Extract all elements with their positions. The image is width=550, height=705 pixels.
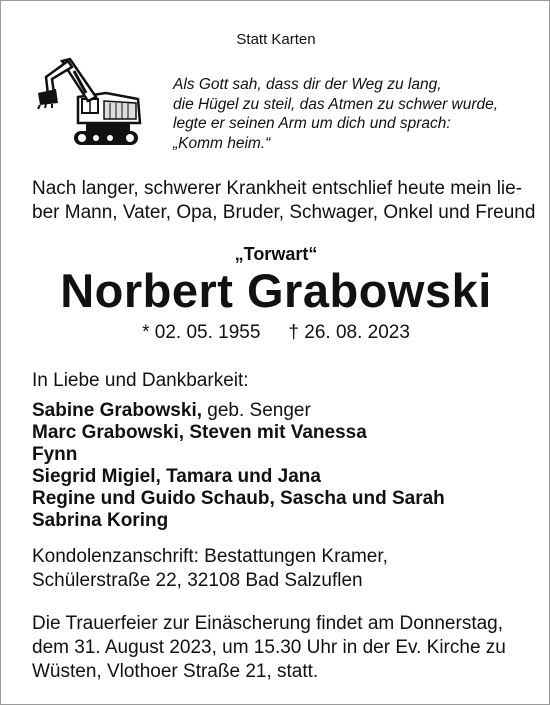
poem-line: Als Gott sah, dass dir der Weg zu lang, xyxy=(173,76,442,93)
condolence-line: Kondolenzanschrift: Bestattungen Kramer, xyxy=(32,546,388,567)
family-line xyxy=(32,400,445,422)
thanks-line: In Liebe und Dankbarkeit: xyxy=(32,370,249,391)
family-line: Marc Grabowski, Steven mit Vanessa xyxy=(32,422,367,443)
condolence-line: Schülerstraße 22, 32108 Bad Salzuflen xyxy=(32,570,363,591)
funeral-line: Wüsten, Vlothoer Straße 21, statt. xyxy=(32,661,319,682)
intro-line: Nach langer, schwerer Krankheit entschlief heute mein lie- xyxy=(32,178,523,199)
poem xyxy=(173,75,498,153)
family-line: Fynn xyxy=(32,444,78,465)
birth-date: * 02. 05. 1955 xyxy=(142,322,261,343)
life-dates xyxy=(1,322,550,344)
family-name-suffix: geb. Senger xyxy=(202,400,311,421)
family-name-bold: Sabine Grabowski, xyxy=(32,400,202,421)
family-list xyxy=(32,400,445,532)
nickname: „Torwart“ xyxy=(234,244,318,264)
condolence-address xyxy=(32,545,388,593)
intro-text xyxy=(32,177,535,225)
family-line: Siegrid Migiel, Tamara und Jana xyxy=(32,466,321,487)
death-date: † 26. 08. 2023 xyxy=(288,322,410,343)
poem-line: die Hügel zu steil, das Atmen zu schwer wurde, xyxy=(173,95,499,113)
funeral-line: Die Trauerfeier zur Einäscherung findet am Donnerstag, xyxy=(32,613,504,634)
header-text: Statt Karten xyxy=(236,31,316,48)
poem-line: legte er seinen Arm um dich und sprach: xyxy=(173,115,451,132)
family-line: Regine und Guido Schaub, Sascha und Sarah xyxy=(32,488,445,509)
funeral-info xyxy=(32,612,506,684)
excavator-icon xyxy=(34,53,146,149)
deceased-name: Norbert Grabowski xyxy=(60,264,492,317)
funeral-line: dem 31. August 2023, um 15.30 Uhr in der Ev. Kirche zu xyxy=(32,637,506,658)
intro-line: ber Mann, Vater, Opa, Bruder, Schwager, Onkel und Freund xyxy=(32,202,536,223)
poem-line: „Komm heim.“ xyxy=(173,134,271,152)
family-line: Sabrina Koring xyxy=(32,510,169,531)
